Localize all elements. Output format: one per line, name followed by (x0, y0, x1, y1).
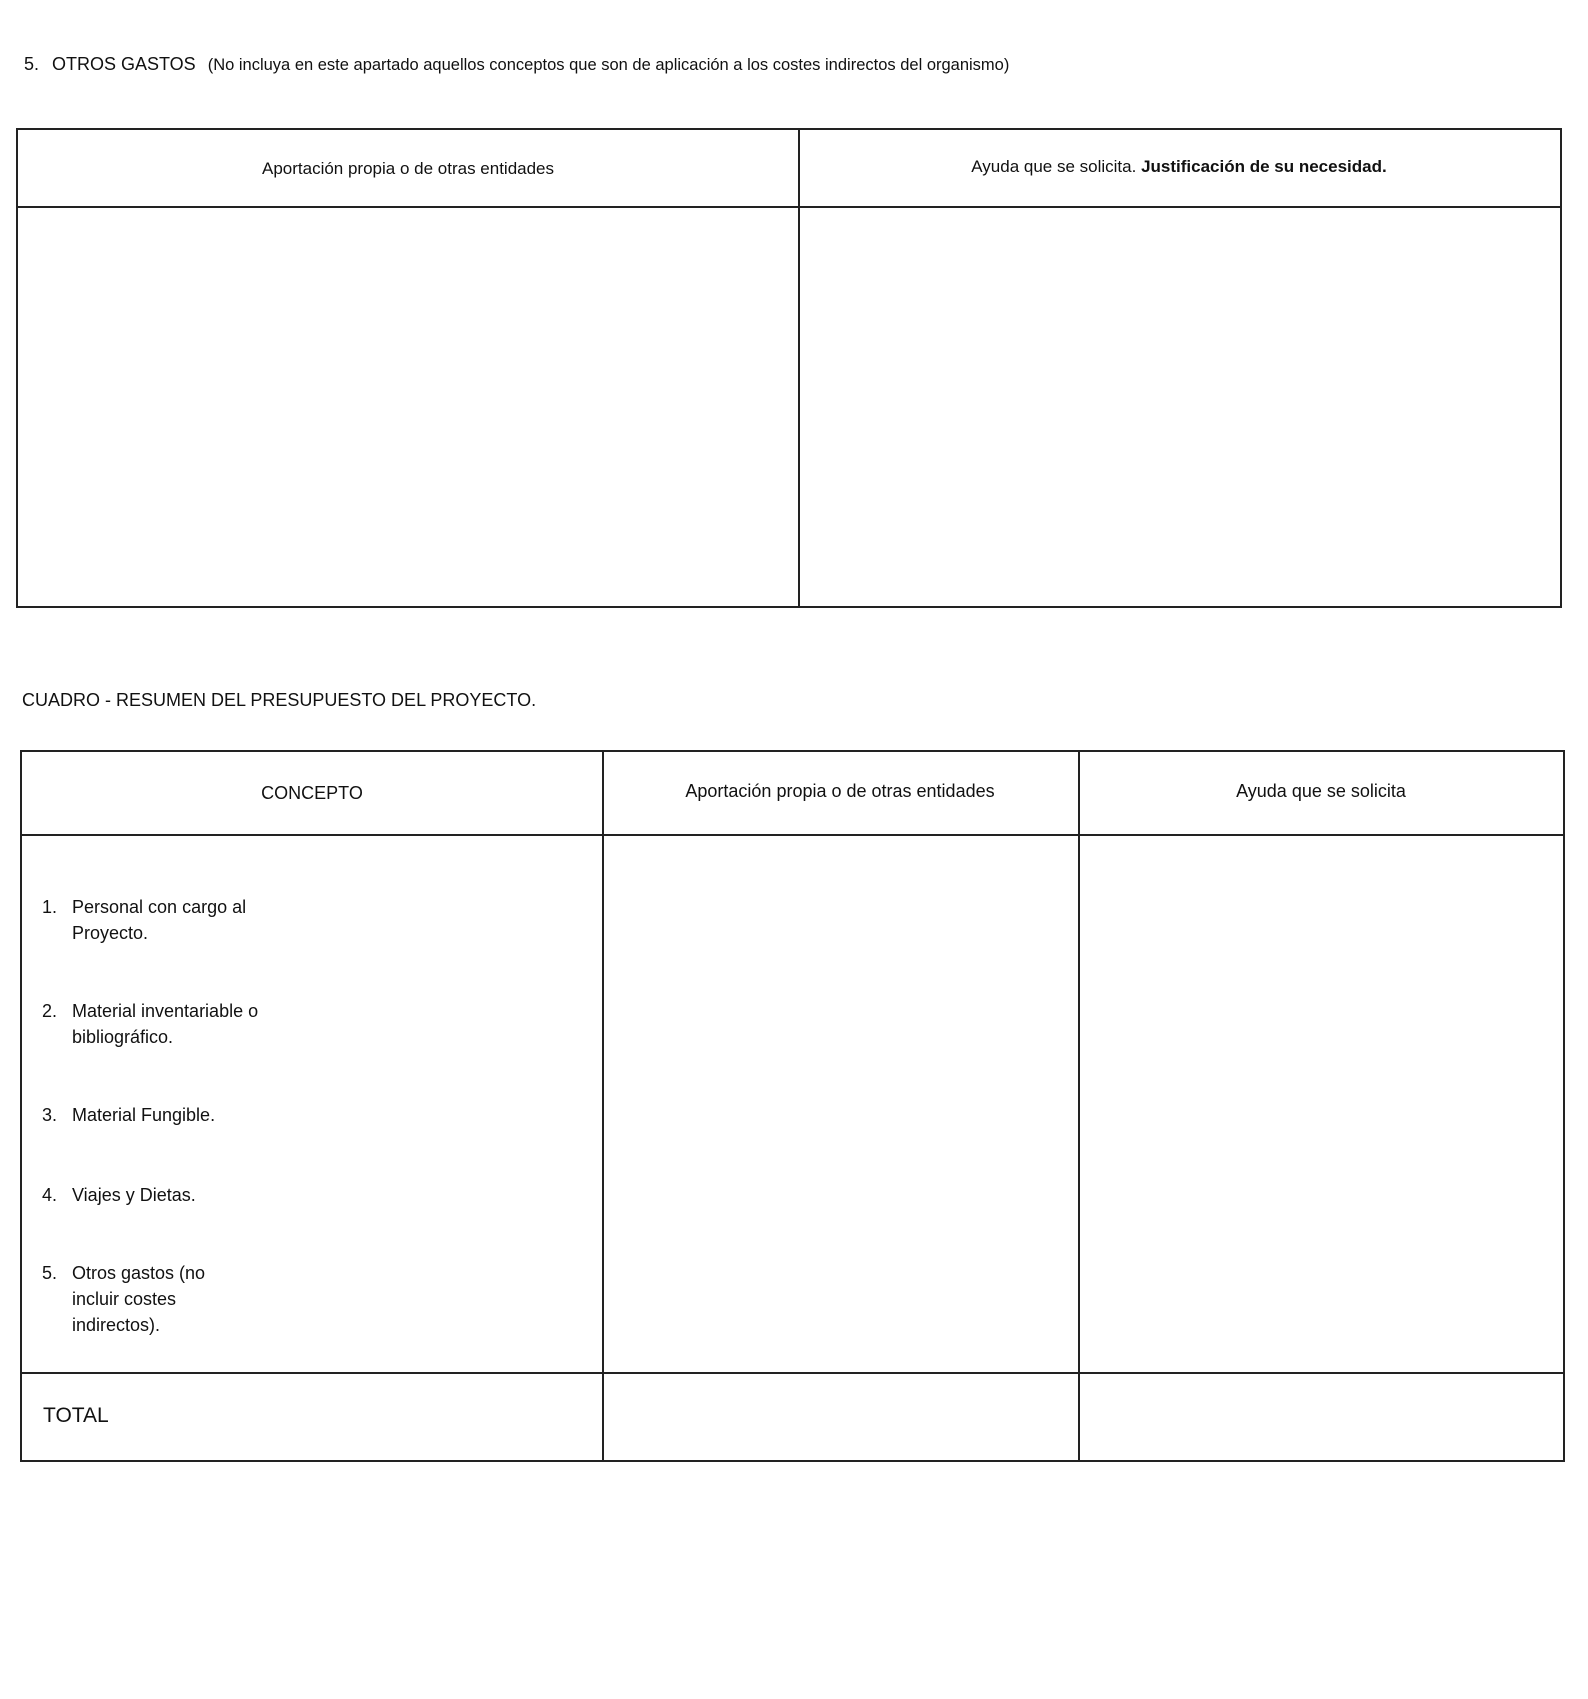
concept-number: 5. (42, 1263, 58, 1283)
own-contribution-header: Aportación propia o de otras entidades (685, 781, 995, 801)
concept-label: Material inventariable o bibliográfico. (72, 1001, 259, 1047)
requested-aid-total-field[interactable] (1080, 1374, 1562, 1458)
own-contribution-total-field[interactable] (604, 1374, 1076, 1458)
own-contribution-field[interactable] (20, 208, 796, 604)
section-note: (No incluya en este apartado aquellos conceptos que son de aplicación a los costes indirectos del organismo) (207, 56, 1010, 74)
requested-aid-header (798, 156, 1560, 178)
section-number: 5. (24, 54, 40, 74)
concept-header: CONCEPTO (261, 783, 363, 803)
concept-item (42, 1182, 262, 1208)
budget-summary-table (20, 750, 1565, 1462)
concept-item (42, 1260, 222, 1338)
other-expenses-table (16, 128, 1562, 608)
concept-label: Otros gastos (no incluir costes indirectos). (72, 1263, 206, 1335)
concept-number: 1. (42, 897, 58, 917)
concept-number: 4. (42, 1185, 58, 1205)
requested-aid-header-plain: Ayuda que se solicita. (971, 157, 1137, 176)
section-5-heading (24, 54, 1009, 75)
concept-label: Material Fungible. (72, 1105, 216, 1125)
column-divider (798, 130, 800, 606)
concept-number: 2. (42, 1001, 58, 1021)
concept-number: 3. (42, 1105, 58, 1125)
own-contribution-values-field[interactable] (604, 836, 1076, 1370)
own-contribution-header: Aportación propia o de otras entidades (261, 159, 555, 178)
requested-aid-values-field[interactable] (1080, 836, 1562, 1370)
concept-item (42, 1102, 262, 1128)
concept-label: Personal con cargo al Proyecto. (72, 897, 247, 943)
justification-header-bold: Justificación de su necesidad. (1141, 157, 1387, 176)
concept-item (42, 998, 262, 1050)
section-title: OTROS GASTOS (52, 54, 196, 74)
concept-item (42, 894, 262, 946)
concept-label: Viajes y Dietas. (72, 1185, 196, 1205)
requested-aid-header: Ayuda que se solicita (1236, 781, 1406, 801)
summary-title: CUADRO - RESUMEN DEL PRESUPUESTO DEL PROYECTO. (22, 690, 537, 710)
total-label: TOTAL (43, 1404, 109, 1427)
requested-aid-justification-field[interactable] (802, 208, 1558, 604)
